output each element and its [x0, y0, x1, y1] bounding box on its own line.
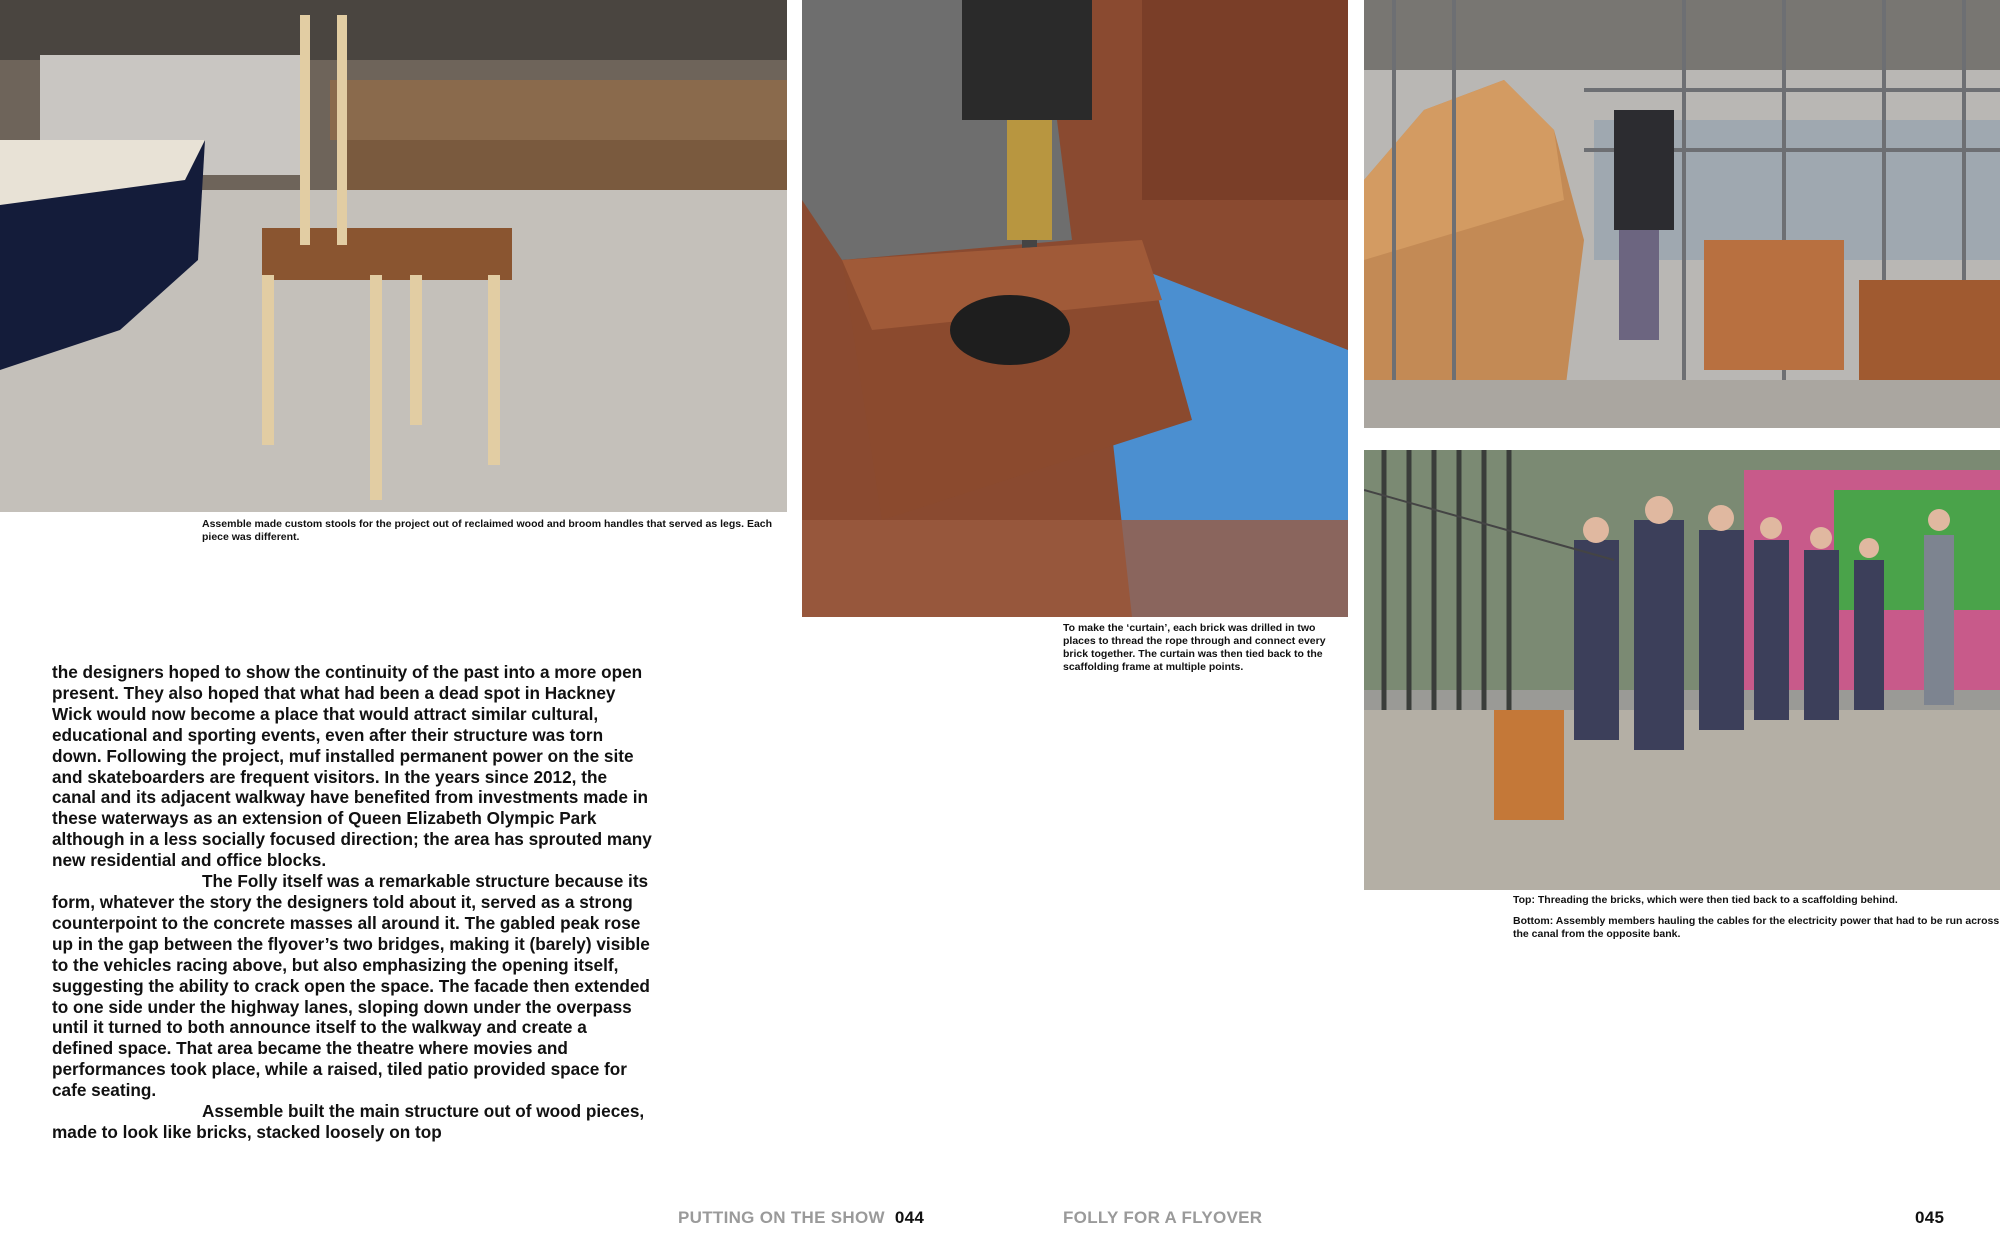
body-paragraph-1: the designers hoped to show the continuity of the past into a more open present. They also hoped that what had been a dead spot in Hackney Wick would now become a place that would attract similar cultural, educational and sporting events, even after their structure was torn down. Following the project, muf installed permanent power on the site and skateboarders are frequent visitors. In the years since 2012, the canal and its adjacent walkway have benefited from investments made in these waterways as an extension of Queen Elizabeth Olympic Park although in a less socially focused direction; the area has sprouted many new residential and office blocks.: [52, 662, 652, 871]
stool-caption: Assemble made custom stools for the project out of reclaimed wood and broom handles that served as legs. Each piece was different.: [202, 518, 773, 543]
page-number-right: 045: [1915, 1208, 1945, 1227]
footer-left: [678, 1208, 924, 1228]
brick-curtain-photo: [1364, 0, 2000, 428]
body-paragraph-2: The Folly itself was a remarkable structure because its form, whatever the story the designers told about it, served as a strong counterpoint to the concrete masses all around it. The gabled peak rose up in the gap between the flyover’s two bridges, making it (barely) visible to the vehicles racing above, but also emphasizing the opening itself, suggesting the ability to crack open the space. The facade then extended to one side under the highway lanes, sloping down under the overpass until it turned to both announce itself to the walkway and create a defined space. That area became the theatre where movies and performances took place, while a raised, tiled patio provided space for cafe seating.: [52, 871, 650, 1101]
page-number-left: 044: [894, 1208, 925, 1227]
caption-bottom: Bottom: Assembly members hauling the cables for the electricity power that had to be run across the canal from the opposite bank.: [1513, 915, 2000, 940]
footer-center: [1063, 1208, 1262, 1228]
right-captions: [1513, 894, 2000, 941]
stool-photo: [0, 0, 787, 512]
body-paragraph-3: Assemble built the main structure out of wood pieces, made to look like bricks, stacked loosely on top: [52, 1101, 645, 1142]
footer-right: [1915, 1208, 1944, 1228]
section-title-right: FOLLY FOR A FLYOVER: [1063, 1208, 1263, 1227]
drill-photo: [802, 0, 1348, 617]
body-text: [52, 662, 652, 1143]
drill-caption: To make the ‘curtain’, each brick was drilled in two places to thread the rope through and connect every brick together. The curtain was then tied back to the scaffolding frame at multiple points.: [1063, 622, 1326, 673]
caption-top: Top: Threading the bricks, which were then tied back to a scaffolding behind.: [1513, 894, 1898, 906]
section-title-left: PUTTING ON THE SHOW: [678, 1208, 885, 1227]
hauling-photo: [1364, 450, 2000, 890]
